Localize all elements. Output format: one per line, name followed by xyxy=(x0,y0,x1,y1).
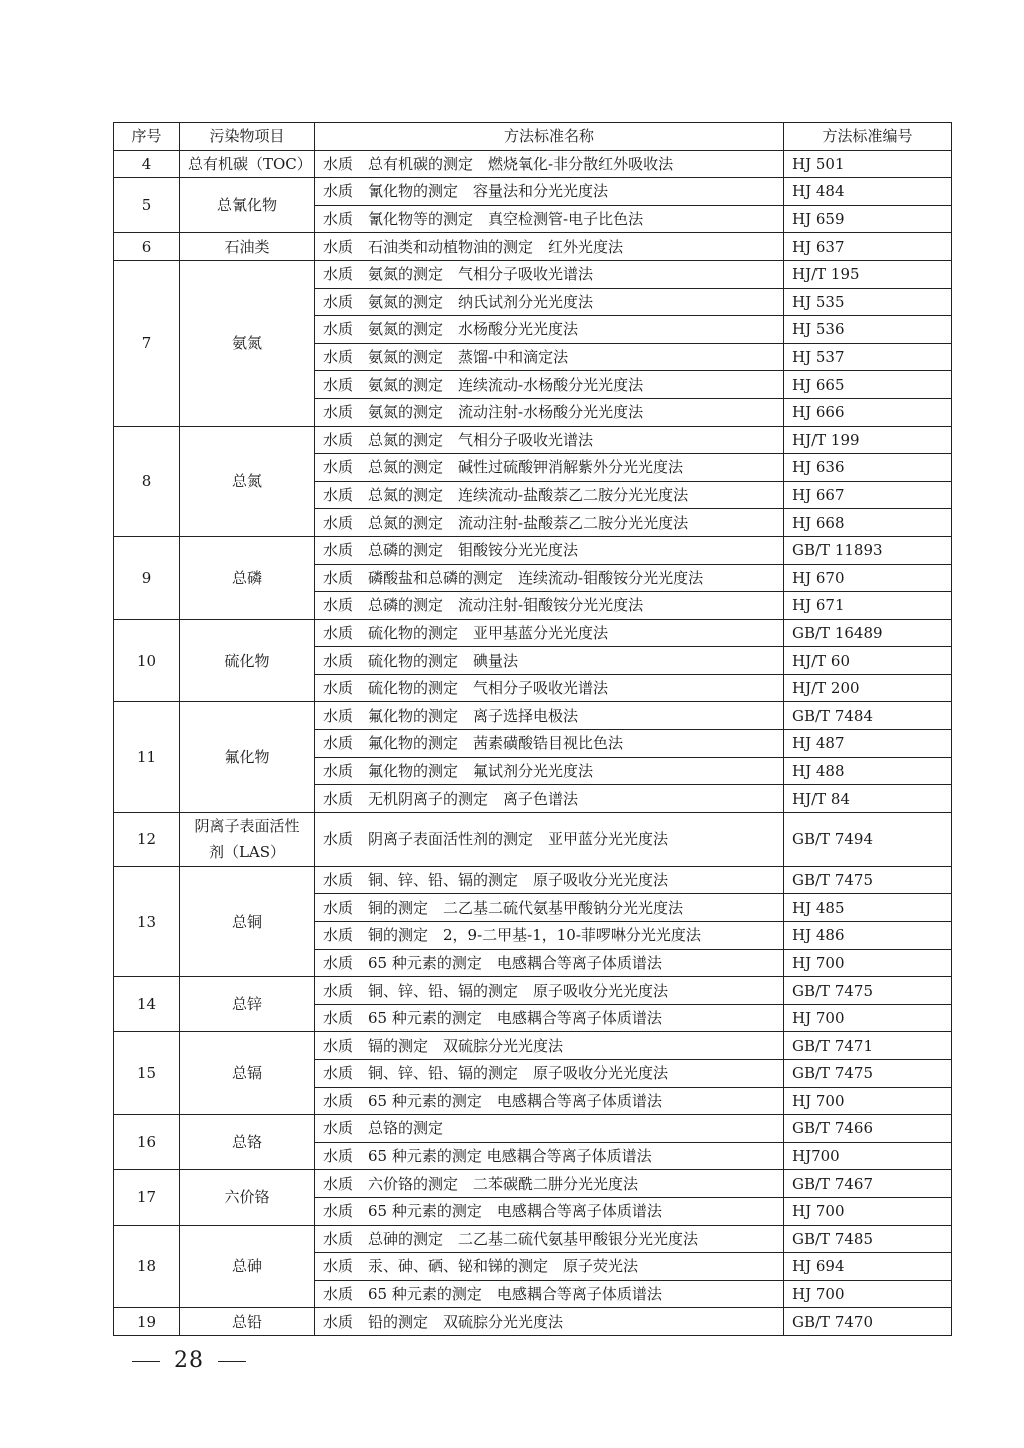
method-name: 水质 65 种元素的测定 电感耦合等离子体质谱法 xyxy=(315,949,784,977)
method-code: GB/T 7475 xyxy=(784,977,952,1005)
page-number: 28 xyxy=(174,1348,204,1373)
method-code: HJ 487 xyxy=(784,730,952,758)
method-name: 水质 总氮的测定 连续流动-盐酸萘乙二胺分光光度法 xyxy=(315,481,784,509)
method-code: HJ700 xyxy=(784,1142,952,1170)
method-code: GB/T 7470 xyxy=(784,1308,952,1336)
method-name: 水质 氨氮的测定 水杨酸分光光度法 xyxy=(315,316,784,344)
row-number: 15 xyxy=(114,1032,180,1115)
pollutant-item: 石油类 xyxy=(180,233,315,261)
table-row xyxy=(114,1032,952,1060)
method-code: HJ/T 195 xyxy=(784,260,952,288)
pollutant-item: 总铜 xyxy=(180,866,315,976)
method-name: 水质 磷酸盐和总磷的测定 连续流动-钼酸铵分光光度法 xyxy=(315,564,784,592)
method-name: 水质 硫化物的测定 碘量法 xyxy=(315,647,784,675)
header-no: 序号 xyxy=(114,123,180,151)
method-code: GB/T 7475 xyxy=(784,866,952,894)
method-name: 水质 铜、锌、铅、镉的测定 原子吸收分光光度法 xyxy=(315,977,784,1005)
method-name: 水质 氨氮的测定 气相分子吸收光谱法 xyxy=(315,260,784,288)
table-row xyxy=(114,866,952,894)
method-code: HJ/T 199 xyxy=(784,426,952,454)
table-row xyxy=(114,233,952,261)
method-name: 水质 氰化物等的测定 真空检测管-电子比色法 xyxy=(315,205,784,233)
method-name: 水质 氨氮的测定 连续流动-水杨酸分光光度法 xyxy=(315,371,784,399)
table-row xyxy=(114,178,952,206)
method-code: HJ 486 xyxy=(784,922,952,950)
method-name: 水质 氰化物的测定 容量法和分光光度法 xyxy=(315,178,784,206)
table-row xyxy=(114,260,952,288)
method-name: 水质 硫化物的测定 气相分子吸收光谱法 xyxy=(315,674,784,702)
method-name: 水质 总氮的测定 气相分子吸收光谱法 xyxy=(315,426,784,454)
header-method-name: 方法标准名称 xyxy=(315,123,784,151)
pollutant-item: 总氮 xyxy=(180,426,315,536)
method-name: 水质 石油类和动植物油的测定 红外光度法 xyxy=(315,233,784,261)
method-code: HJ 537 xyxy=(784,343,952,371)
row-number: 10 xyxy=(114,619,180,702)
method-name: 水质 65 种元素的测定 电感耦合等离子体质谱法 xyxy=(315,1197,784,1225)
header-row xyxy=(114,123,952,151)
row-number: 6 xyxy=(114,233,180,261)
row-number: 19 xyxy=(114,1308,180,1336)
method-code: HJ 666 xyxy=(784,398,952,426)
method-name: 水质 总有机碳的测定 燃烧氧化-非分散红外吸收法 xyxy=(315,150,784,178)
method-code: GB/T 7467 xyxy=(784,1170,952,1198)
method-name: 水质 六价铬的测定 二苯碳酰二肼分光光度法 xyxy=(315,1170,784,1198)
method-code: HJ 700 xyxy=(784,1004,952,1032)
method-code: HJ 668 xyxy=(784,509,952,537)
row-number: 13 xyxy=(114,866,180,976)
method-code: HJ 501 xyxy=(784,150,952,178)
table-row xyxy=(114,426,952,454)
method-name: 水质 总氮的测定 碱性过硫酸钾消解紫外分光光度法 xyxy=(315,454,784,482)
table-row xyxy=(114,702,952,730)
table-body xyxy=(114,150,952,1335)
row-number: 11 xyxy=(114,702,180,812)
method-code: HJ 700 xyxy=(784,1087,952,1115)
method-name: 水质 铜的测定 二乙基二硫代氨基甲酸钠分光光度法 xyxy=(315,894,784,922)
method-name: 水质 镉的测定 双硫腙分光光度法 xyxy=(315,1032,784,1060)
method-code: GB/T 7471 xyxy=(784,1032,952,1060)
method-name: 水质 总氮的测定 流动注射-盐酸萘乙二胺分光光度法 xyxy=(315,509,784,537)
table-row xyxy=(114,1225,952,1253)
method-name: 水质 总铬的测定 xyxy=(315,1115,784,1143)
standards-table xyxy=(113,122,952,1336)
method-code: HJ/T 84 xyxy=(784,785,952,813)
method-name: 水质 铅的测定 双硫腙分光光度法 xyxy=(315,1308,784,1336)
method-code: HJ/T 200 xyxy=(784,674,952,702)
method-code: HJ 700 xyxy=(784,949,952,977)
method-code: GB/T 7494 xyxy=(784,812,952,866)
method-code: HJ 659 xyxy=(784,205,952,233)
method-code: HJ 700 xyxy=(784,1280,952,1308)
method-name: 水质 铜的测定 2，9-二甲基-1，10-菲啰啉分光光度法 xyxy=(315,922,784,950)
method-name: 水质 铜、锌、铅、镉的测定 原子吸收分光光度法 xyxy=(315,1060,784,1088)
method-code: HJ 636 xyxy=(784,454,952,482)
header-item: 污染物项目 xyxy=(180,123,315,151)
method-code: HJ 488 xyxy=(784,757,952,785)
dash-right xyxy=(218,1361,246,1362)
row-number: 7 xyxy=(114,260,180,426)
pollutant-item: 硫化物 xyxy=(180,619,315,702)
method-code: HJ 637 xyxy=(784,233,952,261)
pollutant-item: 总砷 xyxy=(180,1225,315,1308)
method-code: GB/T 7484 xyxy=(784,702,952,730)
row-number: 9 xyxy=(114,536,180,619)
method-code: HJ 535 xyxy=(784,288,952,316)
method-code: GB/T 7475 xyxy=(784,1060,952,1088)
pollutant-item: 总镉 xyxy=(180,1032,315,1115)
row-number: 12 xyxy=(114,812,180,866)
pollutant-item: 总铅 xyxy=(180,1308,315,1336)
method-name: 水质 总磷的测定 钼酸铵分光光度法 xyxy=(315,536,784,564)
method-name: 水质 汞、砷、硒、铋和锑的测定 原子荧光法 xyxy=(315,1253,784,1281)
method-code: HJ 536 xyxy=(784,316,952,344)
method-name: 水质 65 种元素的测定 电感耦合等离子体质谱法 xyxy=(315,1004,784,1032)
header-method-code: 方法标准编号 xyxy=(784,123,952,151)
table-row xyxy=(114,150,952,178)
pollutant-item: 总锌 xyxy=(180,977,315,1032)
page-footer xyxy=(118,1348,260,1373)
pollutant-item: 总磷 xyxy=(180,536,315,619)
method-name: 水质 总砷的测定 二乙基二硫代氨基甲酸银分光光度法 xyxy=(315,1225,784,1253)
row-number: 18 xyxy=(114,1225,180,1308)
method-code: HJ 667 xyxy=(784,481,952,509)
method-code: GB/T 7466 xyxy=(784,1115,952,1143)
row-number: 5 xyxy=(114,178,180,233)
row-number: 14 xyxy=(114,977,180,1032)
method-name: 水质 65 种元素的测定 电感耦合等离子体质谱法 xyxy=(315,1280,784,1308)
method-name: 水质 氟化物的测定 离子选择电极法 xyxy=(315,702,784,730)
pollutant-item: 总氰化物 xyxy=(180,178,315,233)
method-name: 水质 氨氮的测定 流动注射-水杨酸分光光度法 xyxy=(315,398,784,426)
method-code: HJ 670 xyxy=(784,564,952,592)
method-name: 水质 铜、锌、铅、镉的测定 原子吸收分光光度法 xyxy=(315,866,784,894)
row-number: 8 xyxy=(114,426,180,536)
pollutant-item: 氨氮 xyxy=(180,260,315,426)
method-name: 水质 硫化物的测定 亚甲基蓝分光光度法 xyxy=(315,619,784,647)
method-name: 水质 65 种元素的测定 电感耦合等离子体质谱法 xyxy=(315,1142,784,1170)
method-name: 水质 总磷的测定 流动注射-钼酸铵分光光度法 xyxy=(315,592,784,620)
method-name: 水质 氨氮的测定 纳氏试剂分光光度法 xyxy=(315,288,784,316)
method-code: HJ 700 xyxy=(784,1197,952,1225)
method-code: HJ 485 xyxy=(784,894,952,922)
method-name: 水质 65 种元素的测定 电感耦合等离子体质谱法 xyxy=(315,1087,784,1115)
method-name: 水质 无机阴离子的测定 离子色谱法 xyxy=(315,785,784,813)
method-code: HJ 671 xyxy=(784,592,952,620)
method-code: GB/T 11893 xyxy=(784,536,952,564)
dash-left xyxy=(132,1361,160,1362)
method-name: 水质 氨氮的测定 蒸馏-中和滴定法 xyxy=(315,343,784,371)
pollutant-item: 氟化物 xyxy=(180,702,315,812)
method-name: 水质 氟化物的测定 氟试剂分光光度法 xyxy=(315,757,784,785)
row-number: 17 xyxy=(114,1170,180,1225)
method-code: HJ 484 xyxy=(784,178,952,206)
method-name: 水质 氟化物的测定 茜素磺酸锆目视比色法 xyxy=(315,730,784,758)
table-row xyxy=(114,536,952,564)
table-row xyxy=(114,812,952,866)
table-row xyxy=(114,1308,952,1336)
pollutant-item: 六价铬 xyxy=(180,1170,315,1225)
table-row xyxy=(114,977,952,1005)
pollutant-item: 阴离子表面活性剂（LAS） xyxy=(180,812,315,866)
pollutant-item: 总铬 xyxy=(180,1115,315,1170)
method-code: GB/T 7485 xyxy=(784,1225,952,1253)
method-code: GB/T 16489 xyxy=(784,619,952,647)
row-number: 4 xyxy=(114,150,180,178)
method-name: 水质 阴离子表面活性剂的测定 亚甲蓝分光光度法 xyxy=(315,812,784,866)
pollutant-item: 总有机碳（TOC） xyxy=(180,150,315,178)
row-number: 16 xyxy=(114,1115,180,1170)
method-code: HJ 694 xyxy=(784,1253,952,1281)
method-code: HJ 665 xyxy=(784,371,952,399)
table-row xyxy=(114,1115,952,1143)
method-code: HJ/T 60 xyxy=(784,647,952,675)
table-row xyxy=(114,1170,952,1198)
table-row xyxy=(114,619,952,647)
